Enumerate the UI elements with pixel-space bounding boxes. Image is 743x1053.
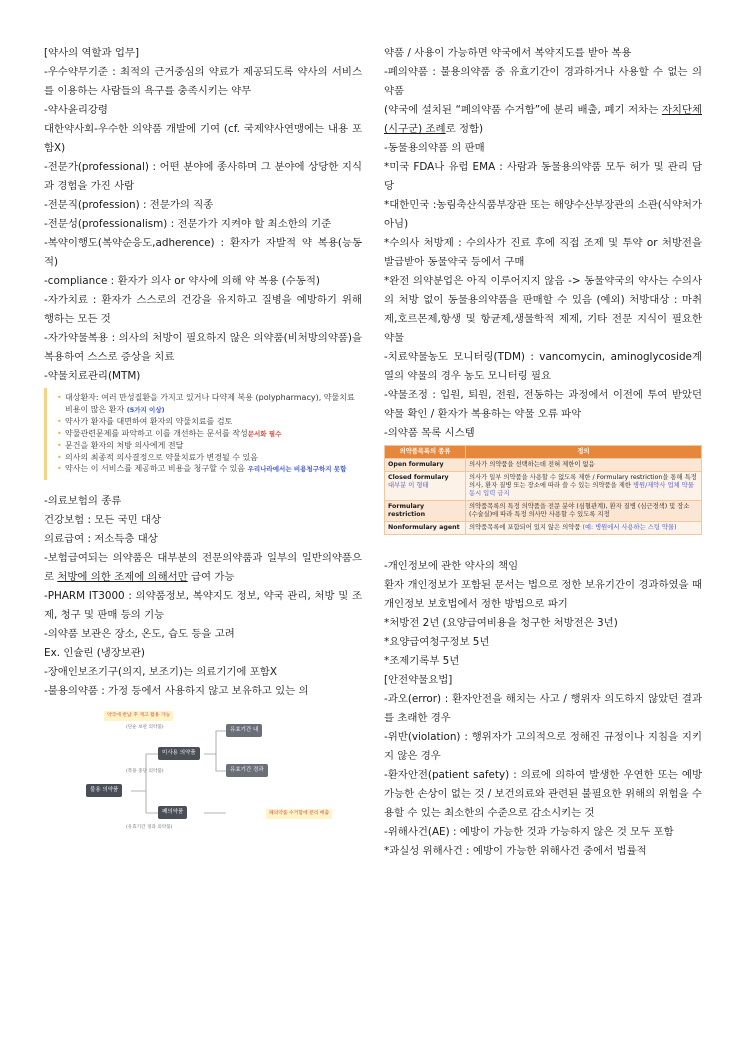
paragraph-profession: -전문직(profession) : 전문가의 직종 bbox=[44, 199, 214, 211]
section-heading-safety: [안전약물요법] bbox=[384, 674, 453, 686]
paragraph-continued: 약품 / 사용이 가능하면 약국에서 복약지도를 받아 복용 bbox=[384, 47, 632, 59]
table-cell-definition: 의약품목록의 특정 의약품을 전문 분야 (심혈관계), 환자 질병 (심근경색) 및 장소 (수술실)에 따라 특정 의사만 사용할 수 있도록 지정 bbox=[466, 501, 702, 522]
table-cell-definition-text: 의사가 일부 의약품을 사용할 수 없도록 제한 / Formulary restriction을 통해 특정 의사, 환자 질병 또는 장소에 따라 쓸 수 있는 의약품을 제한 bbox=[469, 474, 697, 489]
paragraph-compliance: -compliance : 환자가 의사 or 약사에 의해 약 복용 (수동적) bbox=[44, 275, 320, 287]
paragraph-vet-prescription: *수의사 처방제 : 수의사가 진료 후에 직접 조제 및 투약 or 처방전을 발급받아 동물약국 등에서 구매 bbox=[384, 237, 702, 268]
mtm-note: 우리나라에서는 비용청구하지 못함 bbox=[247, 465, 347, 473]
paragraph-privacy-claims: *요양급여청구정보 5년 bbox=[384, 636, 490, 648]
section-heading: [약사의 역할과 업무] bbox=[44, 47, 140, 59]
paragraph-error: -과오(error) : 환자안전을 해치는 사고 / 행위자 의도하지 않았던 결과를 초래한 경우 bbox=[384, 693, 702, 724]
paragraph-violation: -위반(violation) : 행위자가 고의적으로 정해진 규정이나 지침을 지키지 않은 경우 bbox=[384, 731, 702, 762]
paragraph-privacy: 환자 개인정보가 포함된 문서는 법으로 정한 보유기간이 경과하였을 때 개인정보 보호법에서 정한 방법으로 파기 bbox=[384, 579, 702, 610]
paragraph-waste-disposal bbox=[384, 101, 702, 139]
paragraph-gpp: -우수약무기준 : 최적의 근거중심의 약료가 제공되도록 약사의 서비스를 이용하는 사람들의 욕구를 충족시키는 약무 bbox=[44, 66, 362, 97]
formulary-table bbox=[384, 445, 702, 535]
table-cell-definition-text: 의약품목록에 포함되어 있지 않은 의약품 bbox=[469, 524, 581, 531]
paragraph-self-medication: -자가약물복용 : 의사의 처방이 필요하지 않은 의약품(비처방의약품)을 복용하여 스스로 증상을 치료 bbox=[44, 332, 362, 363]
mtm-bullet bbox=[57, 440, 356, 452]
disposal-underline: 자치단체(시구군) 조례 bbox=[384, 104, 702, 135]
diagram-label: (단순 보관 의약품) bbox=[126, 724, 164, 730]
paragraph-tdm: -치료약물농도 모니터링(TDM) : vancomycin, aminoglycoside계열의 약물의 경우 농도 모니터링 필요 bbox=[384, 351, 702, 382]
table-row bbox=[385, 459, 702, 472]
mtm-bullet bbox=[57, 463, 356, 476]
table-cell-type-text: Closed formulary bbox=[388, 474, 449, 481]
table-cell-type-note: 대부분 이 형태 bbox=[388, 482, 429, 489]
paragraph-formulary-title: -의약품 목록 시스템 bbox=[384, 427, 475, 439]
table-cell-type bbox=[385, 472, 466, 501]
paragraph-vet-separation: *완전 의약분업은 아직 이루어지지 않음 -> 동물약국의 약사는 수의사의 처방 없이 동물용의약품을 판매할 수 있음 (예외) 처방대상 : 마취제,호르몬제,항생 및 항균제,생물학적 제제, 기타 전문 지식이 필요한 약물 bbox=[384, 275, 702, 344]
diagram-leaf-node: 유효기간 경과 bbox=[226, 764, 268, 777]
paragraph-adverse-event: -위해사건(AE) : 예방이 가능한 것과 가능하지 않은 것 모두 포함 bbox=[384, 826, 674, 838]
paragraph-privacy-rx: *처방전 2년 (요양급여비용을 청구한 처방전은 3년) bbox=[384, 617, 618, 629]
paragraph-waste-medicine: -폐의약품 : 불용의약품 중 유효기간이 경과하거나 사용할 수 없는 의약품 bbox=[384, 66, 702, 97]
disposal-text: (약국에 설치된 “폐의약품 수거함”에 분리 배출, 폐기 저차는 bbox=[384, 104, 662, 116]
table-cell-type: Open formulary bbox=[385, 459, 466, 472]
paragraph-unused: -불용의약품 : 가정 등에서 사용하지 않고 보유하고 있는 의 bbox=[44, 684, 309, 697]
diagram-leaf-node: 유효기간 내 bbox=[226, 724, 262, 737]
table-cell-definition bbox=[466, 472, 702, 501]
mtm-bullet bbox=[57, 452, 356, 464]
mtm-bullet-box bbox=[44, 388, 362, 480]
paragraph-negligent-event: *과실성 위해사건 : 예방이 가능한 위해사건 중에서 법률적 bbox=[384, 845, 647, 857]
mtm-note: (5가지 이상) bbox=[126, 405, 165, 414]
disposal-text-end: 로 정함) bbox=[445, 123, 484, 135]
table-header-cell: 정의 bbox=[466, 446, 702, 459]
table-cell-type: Nonformulary agent bbox=[385, 522, 466, 535]
mtm-bullet-text: 문건을 환자의 처방 의사에게 전달 bbox=[65, 441, 184, 450]
left-column bbox=[44, 44, 362, 839]
diagram-label: (유효기간 경과 의약품) bbox=[126, 824, 173, 830]
table-row bbox=[385, 522, 702, 535]
coverage-text: -보험급여되는 의약품은 대부분의 전문의약품과 일부의 일반의약품으로 bbox=[44, 551, 362, 583]
paragraph-vet-korea: *대한민국 :농림축산식품부장관 또는 해양수산부장관의 소관(식약처가 아님) bbox=[384, 199, 702, 230]
table-cell-type: Formulary restriction bbox=[385, 501, 466, 522]
paragraph-ethics-title: -약사윤리강령 bbox=[44, 104, 108, 116]
paragraph-ethics: 대한약사회-우수한 의약품 개발에 기여 (cf. 국제약사연맹에는 내용 포함X) bbox=[44, 123, 362, 154]
diagram-branch-node: 폐의약품 bbox=[158, 806, 187, 819]
unused-medicine-diagram bbox=[86, 709, 356, 839]
coverage-underline: 처방에 의한 조제에 의해서만 bbox=[57, 570, 188, 583]
right-column bbox=[384, 44, 702, 861]
mtm-bullet bbox=[57, 428, 356, 441]
table-header-row bbox=[385, 446, 702, 459]
paragraph-self-care: -자가치료 : 환자가 스스로의 건강을 유지하고 질병을 예방하기 위해 행하는 모든 것 bbox=[44, 294, 362, 325]
paragraph-pharm-it: -PHARM IT3000 : 의약품정보, 복약지도 정보, 약국 관리, 처방 및 조제, 청구 및 판매 등의 기능 bbox=[44, 589, 362, 621]
table-row bbox=[385, 472, 702, 501]
diagram-note: 폐의약품 수거함에 분리 배출 bbox=[266, 809, 332, 819]
paragraph-mtm-title: -약물치료관리(MTM) bbox=[44, 370, 141, 382]
paragraph-adherence: -복약이행도(복약순응도,adherence) : 환자가 자발적 약 복용(능동적) bbox=[44, 237, 362, 268]
paragraph-storage-ex: Ex. 인슐린 (냉장보관) bbox=[44, 646, 145, 659]
mtm-bullet-text: 약사는 이 서비스를 제공하고 비용을 청구할 수 있음 bbox=[65, 464, 246, 473]
diagram-root-node: 불용 의약품 bbox=[86, 784, 122, 797]
diagram-label: (복용 중단 의약품) bbox=[126, 768, 164, 774]
mtm-bullet-text: 의사의 최종적 의사결정으로 약물치료가 변경될 수 있음 bbox=[65, 452, 258, 462]
paragraph-storage: -의약품 보관은 장소, 온도, 습도 등을 고려 bbox=[44, 627, 235, 640]
mtm-bullet bbox=[57, 416, 356, 428]
table-header-cell: 의약품목록의 종류 bbox=[385, 446, 466, 459]
mtm-bullet-text: 약물관련문제를 파악하고 이를 개선하는 문서를 작성 bbox=[65, 428, 248, 438]
paragraph-patient-safety: -환자안전(patient safety) : 의료에 의하여 발생한 우연한 또는 예방가능한 손상이 없는 것 / 보건의료와 관련된 불필요한 위해의 위험을 수용할 수 있는 최소한의 수준으로 감소시키는 것 bbox=[384, 769, 702, 819]
paragraph-privacy-title: -개인정보에 관한 약사의 책임 bbox=[384, 560, 519, 572]
table-cell-definition bbox=[466, 522, 702, 535]
diagram-branch-node: 미사용 의약품 bbox=[158, 747, 200, 760]
table-cell-definition: 의사가 의약품을 선택하는데 전혀 제한이 없음 bbox=[466, 459, 702, 472]
mtm-bullet-text: 대상환자: 여러 만성질환을 가지고 있거나 다약제 복용 (polypharmacy), 약물치료 비용이 많은 환자 bbox=[65, 393, 355, 414]
paragraph-professional: -전문가(professional) : 어떤 분야에 종사하며 그 분야에 상당한 지식과 경험을 가진 사람 bbox=[44, 161, 362, 192]
paragraph-reconciliation: -약물조정 : 입원, 퇴원, 전원, 전동하는 과정에서 이전에 투여 받았던 약물 확인 / 환자가 복용하는 약물 오류 파악 bbox=[384, 389, 702, 420]
table-row bbox=[385, 501, 702, 522]
table-cell-note: 병원/제약사 업체 약물 동시 입력 금지 bbox=[469, 482, 694, 497]
paragraph-privacy-records: *조제기록부 5년 bbox=[384, 655, 460, 667]
paragraph-assistive: -장애인보조기구(의지, 보조기)는 의료기기에 포함X bbox=[44, 665, 277, 678]
paragraph-insurance-title: -의료보험의 종류 bbox=[44, 494, 122, 507]
paragraph-insurance-1: 건강보험 : 모든 국민 대상 bbox=[44, 513, 162, 526]
diagram-note: 약국에 반납 후 재고 활용 가능 bbox=[104, 711, 173, 721]
mtm-note: 문서화 필수 bbox=[247, 429, 282, 438]
paragraph-vet-us: *미국 FDA나 유럽 EMA : 사람과 동물용의약품 모두 허가 및 관리 담당 bbox=[384, 161, 702, 192]
mtm-bullet bbox=[57, 392, 356, 416]
paragraph-professionalism: -전문성(professionalism) : 전문가가 지켜야 할 최소한의 기준 bbox=[44, 218, 332, 230]
coverage-text-end: 급여 가능 bbox=[187, 570, 235, 583]
paragraph-vet-title: -동물용의약품 의 판매 bbox=[384, 142, 485, 154]
paragraph-coverage bbox=[44, 549, 362, 587]
mtm-bullet-text: 약사가 환자를 대면하여 환자의 약물치료를 검토 bbox=[65, 417, 233, 426]
table-cell-note: (예: 병원에서 사용하는 스팅 약물) bbox=[582, 524, 677, 531]
paragraph-insurance-2: 의료급여 : 저소득층 대상 bbox=[44, 532, 158, 545]
